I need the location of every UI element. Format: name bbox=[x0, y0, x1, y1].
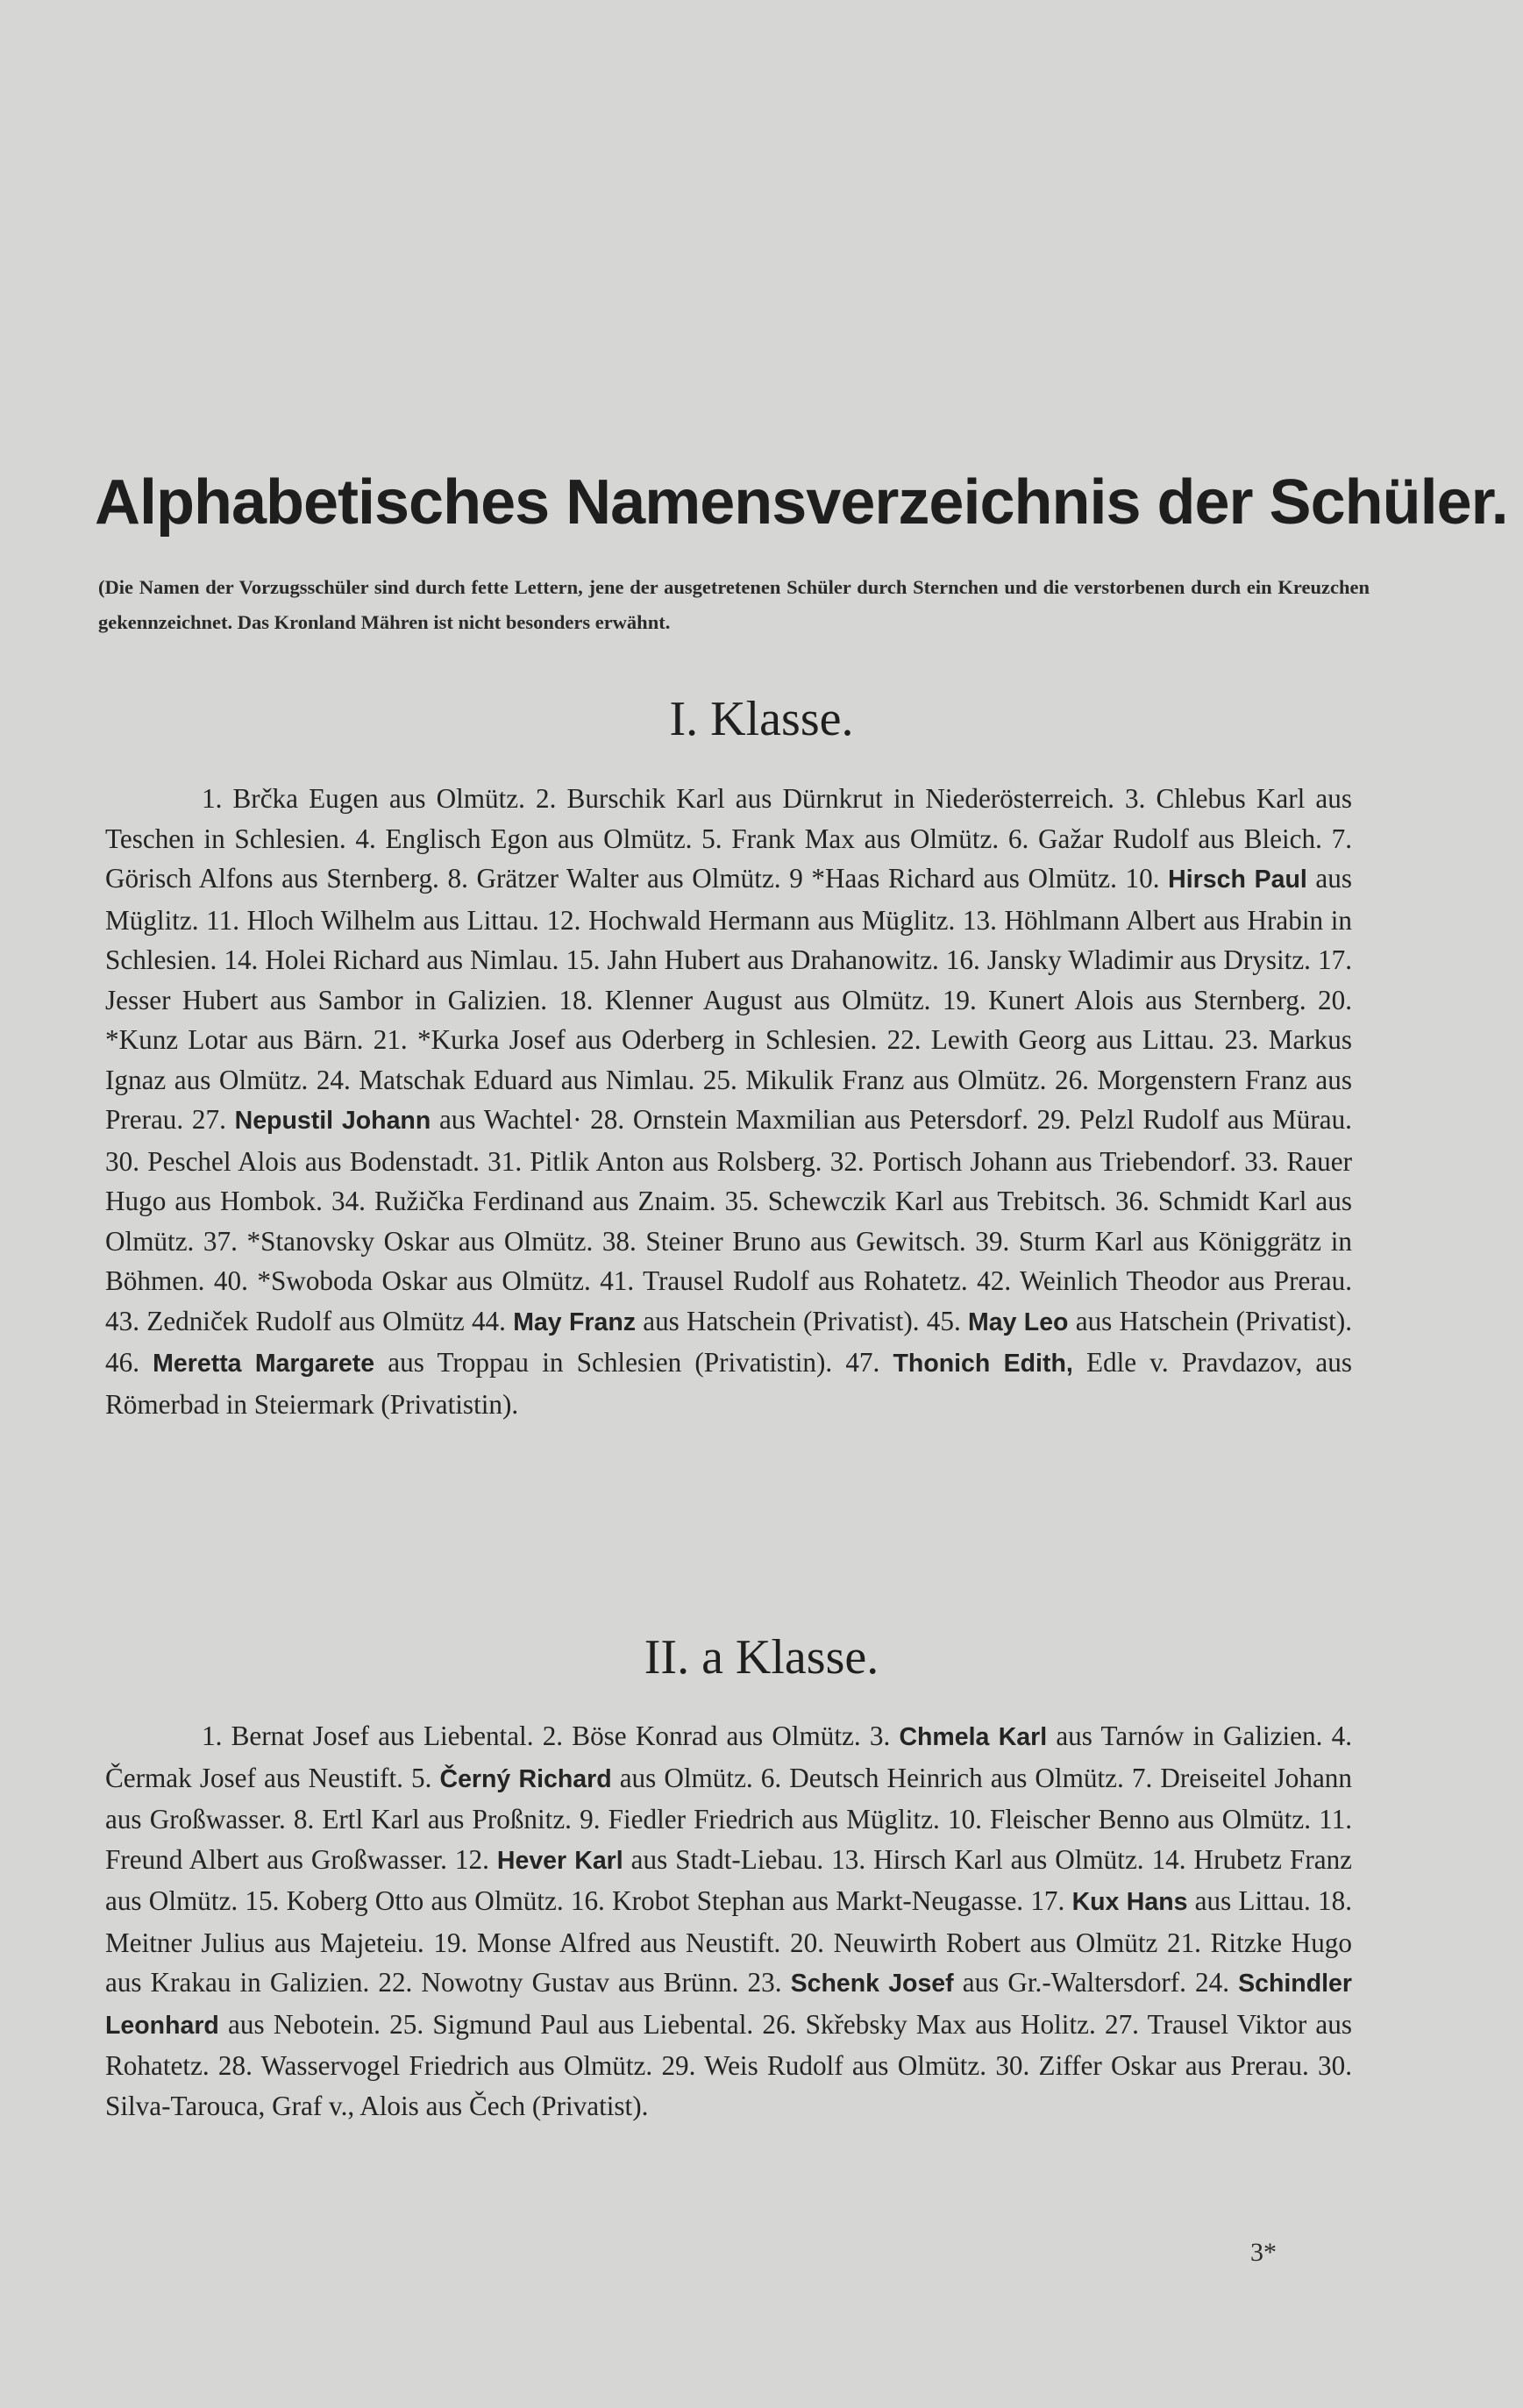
text-run: aus Littau. 18. Meitner Julius aus Majeteiu. 19. Monse Alfred aus Neustift. 20. Neuwirth Robert aus Olmütz 21. Ritzke Hugo aus Krakau in Galizien. 22. Nowotny Gustav aus Brünn. 23. bbox=[105, 1885, 1352, 1998]
text-run: Edle v. Pravdazov, aus Römerbad in Steiermark (Privatistin). bbox=[105, 1347, 1353, 1420]
text-run: 1. Brčka Eugen aus Olmütz. 2. Burschik Karl aus Dürnkrut in Niederösterreich. 3. Chlebus Karl aus Teschen in Schlesien. 4. Englisch Egon aus Olmütz. 5. Frank Max aus Olmütz. 6. Gažar Rudolf aus Bleich. 7. Görisch Alfons aus Sternberg. 8. Grätzer Walter aus Olmütz. 9 *Haas Richard aus Olmütz. 10. bbox=[105, 783, 1352, 894]
honor-student-name: Thonich Edith, bbox=[893, 1350, 1073, 1378]
text-run: aus Olmütz. 6. Deutsch Heinrich aus Olmütz. 7. Dreiseitel Johann aus Großwasser. 8. Ertl Karl aus Proßnitz. 9. Fiedler Friedrich aus Müglitz. 10. Fleischer Benno aus Olmütz. 11. Freund Albert aus Großwasser. 12. bbox=[105, 1762, 1352, 1875]
class-2a-heading: II. a Klasse. bbox=[644, 1630, 879, 1685]
text-run: aus Gr.-Waltersdorf. 24. bbox=[953, 1967, 1239, 1998]
honor-student-name: Schenk Josef bbox=[790, 1970, 954, 1998]
text-run: aus Hatschein (Privatist). 45. bbox=[636, 1305, 968, 1336]
text-run: aus Troppau in Schlesien (Privatistin). 47. bbox=[374, 1347, 893, 1378]
honor-student-name: Černý Richard bbox=[439, 1764, 612, 1793]
text-run: aus Stadt-Liebau. 13. Hirsch Karl aus Olmütz. 14. Hrubetz Franz aus Olmütz. 15. Koberg Otto aus Olmütz. 16. Krobot Stephan aus Markt-Neugasse. 17. bbox=[105, 1843, 1353, 1916]
text-run: aus Müglitz. 11. Hloch Wilhelm aus Littau. 12. Hochwald Hermann aus Müglitz. 13. Höhlmann Albert aus Hrabin in Schlesien. 14. Holei Richard aus Nimlau. 15. Jahn Hubert aus Drahanowitz. 16. Jansky Wladimir aus Drysitz. 17. Jesser Hubert aus Sambor in Galizien. 18. Klenner August aus Olmütz. 19. Kunert Alois aus Sternberg. 20. *Kunz Lotar aus Bärn. 21. *Kurka Josef aus Oderberg in Schlesien. 22. Lewith Georg aus Littau. 23. Markus Ignaz aus Olmütz. 24. Matschak Eduard aus Nimlau. 25. Mikulik Franz aus Olmütz. 26. Morgenstern Franz aus Prerau. 27. bbox=[105, 863, 1352, 1135]
class-1-student-list bbox=[105, 779, 1352, 1424]
honor-student-name: May Franz bbox=[513, 1307, 636, 1336]
text-run: aus Wachtel· 28. Ornstein Maxmilian aus Petersdorf. 29. Pelzl Rudolf aus Mürau. 30. Peschel Alois aus Bodenstadt. 31. Pitlik Anton aus Rolsberg. 32. Portisch Johann aus Triebendorf. 33. Rauer Hugo aus Hombok. 34. Ružička Ferdinand aus Znaim. 35. Schewczik Karl aus Trebitsch. 36. Schmidt Karl aus Olmütz. 37. *Stanovsky Oskar aus Olmütz. 38. Steiner Bruno aus Gewitsch. 39. Sturm Karl aus Königgrätz in Böhmen. 40. *Swoboda Oskar aus Olmütz. 41. Trausel Rudolf aus Rohatetz. 42. Weinlich Theodor aus Prerau. 43. Zedniček Rudolf aus Olmütz 44. bbox=[105, 1104, 1352, 1336]
honor-student-name: May Leo bbox=[968, 1307, 1069, 1336]
text-run: aus Hatschein (Privatist). 46. bbox=[105, 1305, 1353, 1378]
text-run: aus Nebotein. 25. Sigmund Paul aus Liebental. 26. Skřebsky Max aus Holitz. 27. Trausel Viktor aus Rohatetz. 28. Wasservogel Friedrich aus Olmütz. 29. Weis Rudolf aus Olmütz. 30. Ziffer Oskar aus Prerau. 30. Silva-Tarouca, Graf v., Alois aus Čech (Privatist). bbox=[105, 2008, 1352, 2121]
text-run: 1. Bernat Josef aus Liebental. 2. Böse Konrad aus Olmütz. 3. bbox=[202, 1721, 900, 1751]
class-2a-student-list bbox=[105, 1716, 1352, 2126]
honor-student-name: Chmela Karl bbox=[899, 1723, 1048, 1751]
class-1-heading: I. Klasse. bbox=[669, 692, 854, 746]
honor-student-name: Hirsch Paul bbox=[1168, 866, 1307, 894]
explanatory-note: (Die Namen der Vorzugsschüler sind durch fette Lettern, jene der ausgetretenen Schüler durch Sternchen und die verstorbenen durch ein Kreuzchen gekennzeichnet. Das Kronland Mähren ist nicht besonders erwähnt. bbox=[98, 576, 1370, 633]
honor-student-name: Nepustil Johann bbox=[234, 1107, 431, 1135]
page-number: 3* bbox=[1250, 2238, 1277, 2267]
honor-student-name: Schindler Leonhard bbox=[105, 1970, 1352, 2040]
text-run: aus Tarnów in Galizien. 4. Čermak Josef aus Neustift. 5. bbox=[105, 1721, 1352, 1793]
page-title: Alphabetisches Namensverzeichnis der Schüler. bbox=[95, 467, 1508, 538]
honor-student-name: Hever Karl bbox=[496, 1846, 623, 1875]
honor-student-name: Meretta Margarete bbox=[153, 1350, 375, 1378]
honor-student-name: Kux Hans bbox=[1071, 1888, 1188, 1916]
